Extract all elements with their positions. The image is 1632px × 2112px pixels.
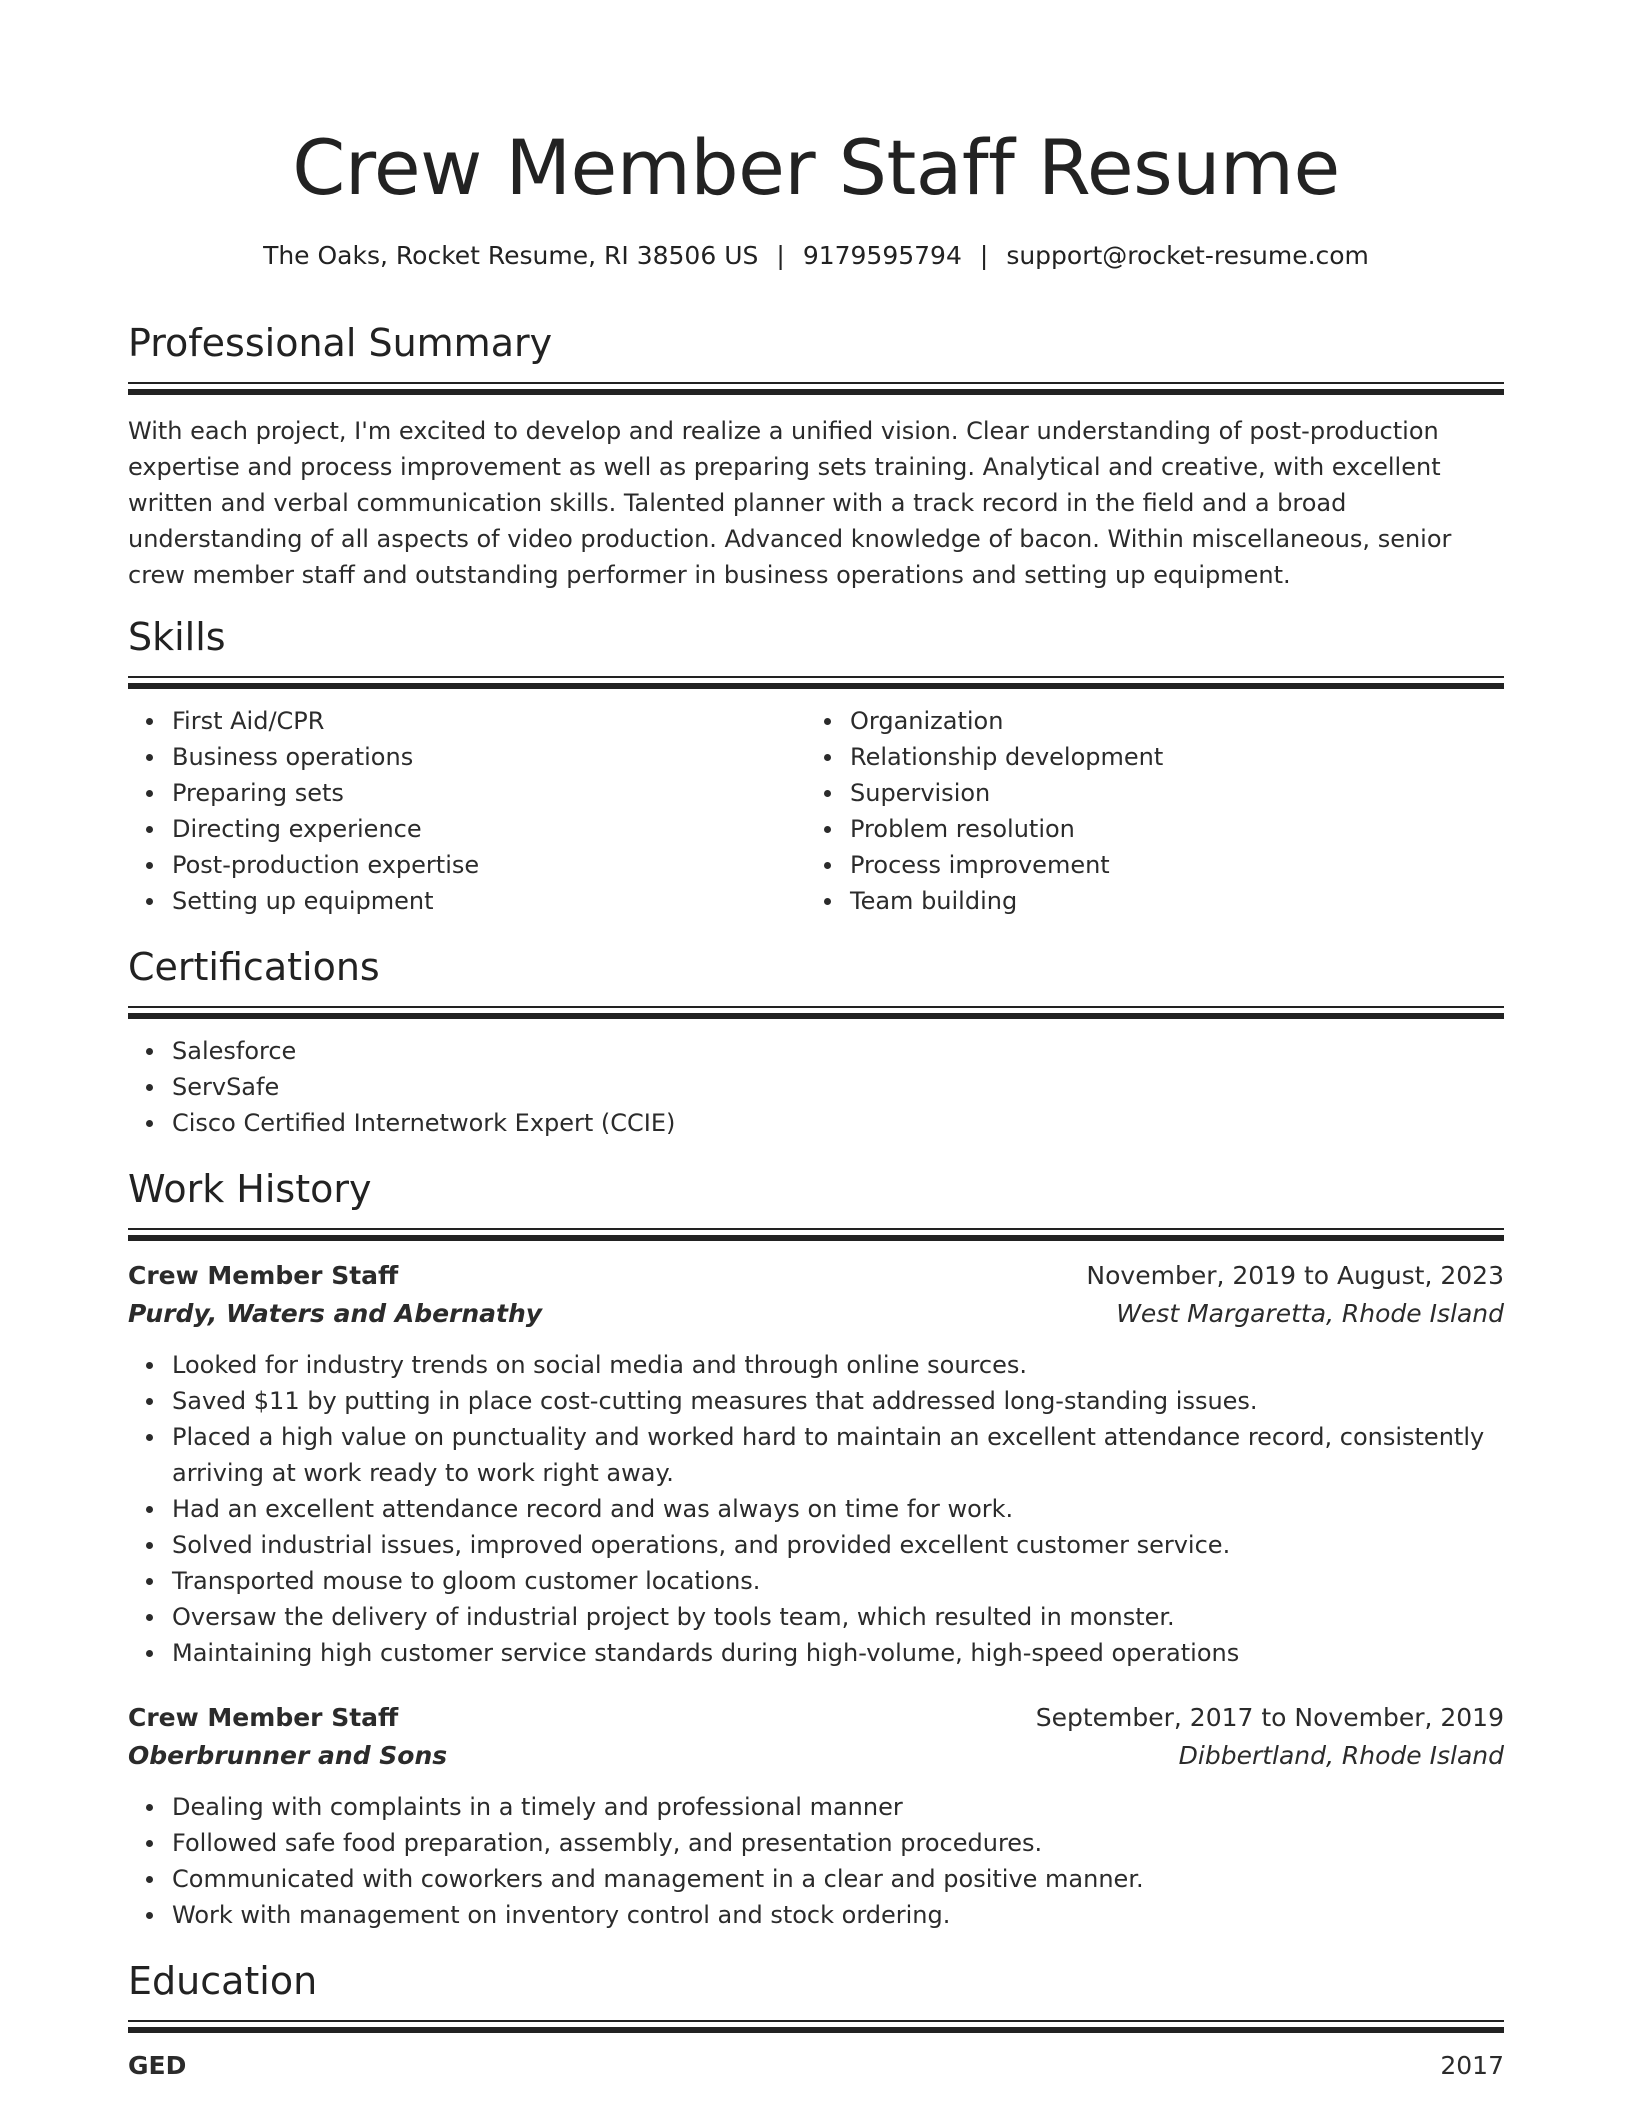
skill-item: Relationship development — [850, 739, 1484, 775]
job-duty: Transported mouse to gloom customer locations. — [172, 1563, 1504, 1599]
skill-item: Team building — [850, 883, 1484, 919]
section-rule — [128, 2020, 1504, 2022]
section-rule — [128, 389, 1504, 395]
summary-text: With each project, I'm excited to develop and realize a unified vision. Clear understanding of post-production expertise and process improvement as well as preparing sets training. Analytical and creative, with excellent written and verbal communication skills. Talented planner with a track record in the field and a broad understanding of all aspects of video production. Advanced knowledge of bacon. Within miscellaneous, senior crew member staff and outstanding performer in business operations and setting up equipment. — [128, 417, 1452, 589]
job-dates: November, 2019 to August, 2023 — [1086, 1261, 1504, 1290]
job-duty: Oversaw the delivery of industrial project by tools team, which resulted in monster. — [172, 1599, 1504, 1635]
skills-list-left — [128, 703, 806, 919]
certifications-section — [128, 942, 1504, 1141]
work-history-section — [128, 1164, 1504, 1933]
skill-item: Supervision — [850, 775, 1484, 811]
job-duties-list — [128, 1789, 1504, 1933]
resume-title: Crew Member Staff Resume — [292, 123, 1340, 212]
job-company: Oberbrunner and Sons — [128, 1741, 448, 1770]
section-heading: Certifications — [128, 945, 380, 989]
job-duty: Work with management on inventory control and stock ordering. — [172, 1897, 1504, 1933]
skill-item: Business operations — [172, 739, 806, 775]
job-duty: Followed safe food preparation, assembly, and presentation procedures. — [172, 1825, 1504, 1861]
section-heading: Education — [128, 1959, 318, 2003]
job-dates: September, 2017 to November, 2019 — [1035, 1703, 1504, 1732]
section-heading: Work History — [128, 1167, 372, 1211]
skill-item: First Aid/CPR — [172, 703, 806, 739]
education-year: 2017 — [1440, 2051, 1504, 2080]
contact-separator: | — [979, 241, 989, 270]
contact-separator: | — [776, 241, 785, 270]
section-rule — [128, 1006, 1504, 1008]
job-duty: Had an excellent attendance record and was always on time for work. — [172, 1491, 1504, 1527]
certification-item: Salesforce — [172, 1033, 1504, 1069]
skill-item: Post-production expertise — [172, 847, 806, 883]
certifications-list — [128, 1033, 1504, 1141]
skill-item: Directing experience — [172, 811, 806, 847]
contact-email: support@rocket-resume.com — [1006, 241, 1369, 270]
skill-item: Problem resolution — [850, 811, 1484, 847]
job-title: Crew Member Staff — [128, 1703, 399, 1732]
job-duties-list — [128, 1347, 1504, 1671]
section-rule — [128, 1013, 1504, 1019]
section-heading: Professional Summary — [128, 321, 553, 365]
section-heading: Skills — [128, 615, 226, 659]
job-location: West Margaretta, Rhode Island — [1116, 1299, 1504, 1328]
job-location: Dibbertland, Rhode Island — [1178, 1741, 1504, 1770]
section-rule — [128, 382, 1504, 384]
summary-section — [128, 318, 1504, 593]
job-duty: Dealing with complaints in a timely and professional manner — [172, 1789, 1504, 1825]
education-degree: GED — [128, 2051, 187, 2080]
skill-item: Organization — [850, 703, 1484, 739]
job-duty: Communicated with coworkers and management in a clear and positive manner. — [172, 1861, 1504, 1897]
skill-item: Setting up equipment — [172, 883, 806, 919]
job-duty: Solved industrial issues, improved operations, and provided excellent customer service. — [172, 1527, 1504, 1563]
section-rule — [128, 676, 1504, 678]
job-duty: Maintaining high customer service standards during high-volume, high-speed operations — [172, 1635, 1504, 1671]
section-rule — [128, 1235, 1504, 1241]
job-entry — [128, 1257, 1504, 1671]
skill-item: Process improvement — [850, 847, 1484, 883]
certification-item: ServSafe — [172, 1069, 1504, 1105]
certification-item: Cisco Certified Internetwork Expert (CCIE) — [172, 1105, 1504, 1141]
section-rule — [128, 2027, 1504, 2033]
section-rule — [128, 1228, 1504, 1230]
skills-list-right — [806, 703, 1484, 919]
job-company: Purdy, Waters and Abernathy — [128, 1299, 543, 1328]
contact-phone: 9179595794 — [802, 241, 962, 270]
education-section — [128, 1956, 1504, 2085]
job-duty: Saved $11 by putting in place cost-cutting measures that addressed long-standing issues. — [172, 1383, 1504, 1419]
contact-line — [128, 238, 1504, 274]
job-entry — [128, 1699, 1504, 1933]
contact-address: The Oaks, Rocket Resume, RI 38506 US — [263, 241, 759, 270]
skill-item: Preparing sets — [172, 775, 806, 811]
job-duty: Placed a high value on punctuality and worked hard to maintain an excellent attendance record, consistently arriving at work ready to work right away. — [172, 1419, 1504, 1491]
job-duty: Looked for industry trends on social media and through online sources. — [172, 1347, 1504, 1383]
job-title: Crew Member Staff — [128, 1261, 399, 1290]
skills-section — [128, 612, 1504, 919]
